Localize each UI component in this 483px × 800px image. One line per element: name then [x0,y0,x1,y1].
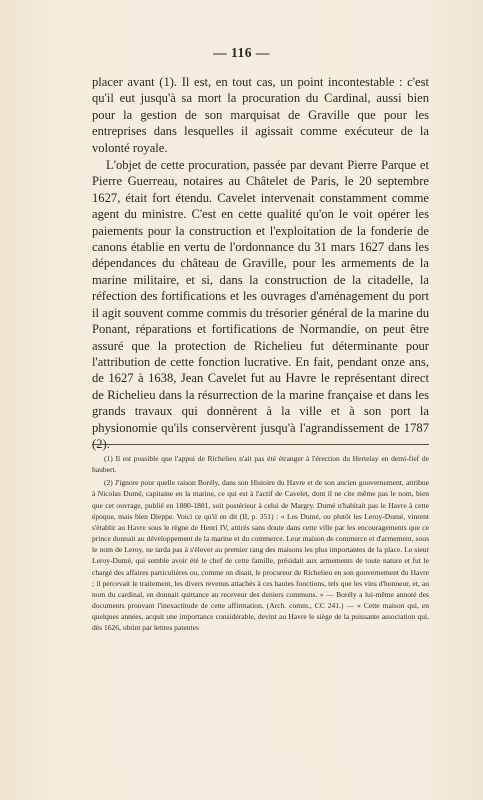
page-number: — 116 — [213,45,270,60]
paragraph: placer avant (1). Il est, en tout cas, un point incontestable : c'est qu'il eut jusqu'à sa mort la procuration du Cardinal, aussi bien pour la gestion de son marquisat de Graville que pour les entreprises dans lesquelles il agissait comme exécuteur de la volonté royale. [92,75,429,155]
main-text [92,74,429,452]
footnote: (2) J'ignore pour quelle raison Borély, dans son Histoire du Havre et de son ancien gouvernement, attribue à Nicolas Dumé, capitaine en la marine, ce qui est à l'actif de Cavelet, dont il ne cite même pas le nom, bien que cet ouvrage, publié en 1880-1881, soit postérieur à celui de Margry. Dumé n'habitait pas le Havre à cette époque, mais bien Dieppe. Voici ce qu'il en dit (II, p. 351) : « Les Dumé, ou plutôt les Leroy-Dumé, vinrent s'établir au Havre sous le règne de Henri IV, attirés sans doute dans cette ville par les encouragements que ce prince donnait au développement de la marine et du commerce. Leur maison de commerce et d'armement, sous le nom de Leroy, ne tarda pas à s'élever au premier rang des maisons les plus importantes de la place. Le sieur Leroy-Dumé, qui semble avoir été le chef de cette famille, présidait aux armements de toute nature et fut le chargé des affaires particulières ou, comme on disait, le procureur de Richelieu en son gouvernement du Havre ; il percevait le traitement, les divers revenus attachés à ces hautes fonctions, tels que les vins d'honneur, et, au nom du cardinal, en donnait quittance au receveur des deniers communs. » — Borély a lui-même annoté des documents prouvant l'inexactitude de cette affirmation. (Arch. comm., CC 241.) — « Cette maison qui, en quelques années, acquit une importance considérable, devint au Havre le siège de la puissante association qui, dès 1626, obtint par lettres patentes [92,478,429,633]
footnotes [92,453,429,634]
footnote: (1) Il est possible que l'appui de Richelieu n'ait pas été étranger à l'érection du Hertelay en demi-fief de haubert. [92,454,429,475]
paragraph: L'objet de cette procuration, passée par devant Pierre Parque et Pierre Guerreau, notaires au Châtelet de Paris, le 20 septembre 1627, était fort étendu. Cavelet intervenait constamment comme agent du ministre. C'est en cette qualité qu'on le voit opérer les paiements pour la construction et l'exploitation de la fonderie de canons établie en vertu de l'ordonnance du 31 mars 1627 dans les dépendances du château de Graville, pour les armements de la marine militaire, et si, dans la construction de la citadelle, la réfection des fortifications et les ouvrages d'aménagement du port il agit souvent comme commis du trésorier général de la marine du Ponant, réparations et fortifications de Normandie, on peut être assuré que la protection de Richelieu fut déterminante pour l'attribution de cette fonction lucrative. En fait, pendant onze ans, de 1627 à 1638, Jean Cavelet fut au Havre le représentant direct de Richelieu dans la résurrection de la marine française et dans les grands travaux qui donnèrent à la ville et à son port la physionomie qu'ils conservèrent jusqu'à l'agrandissement de 1787 (2). [92,158,429,451]
footnote-divider [92,444,429,445]
